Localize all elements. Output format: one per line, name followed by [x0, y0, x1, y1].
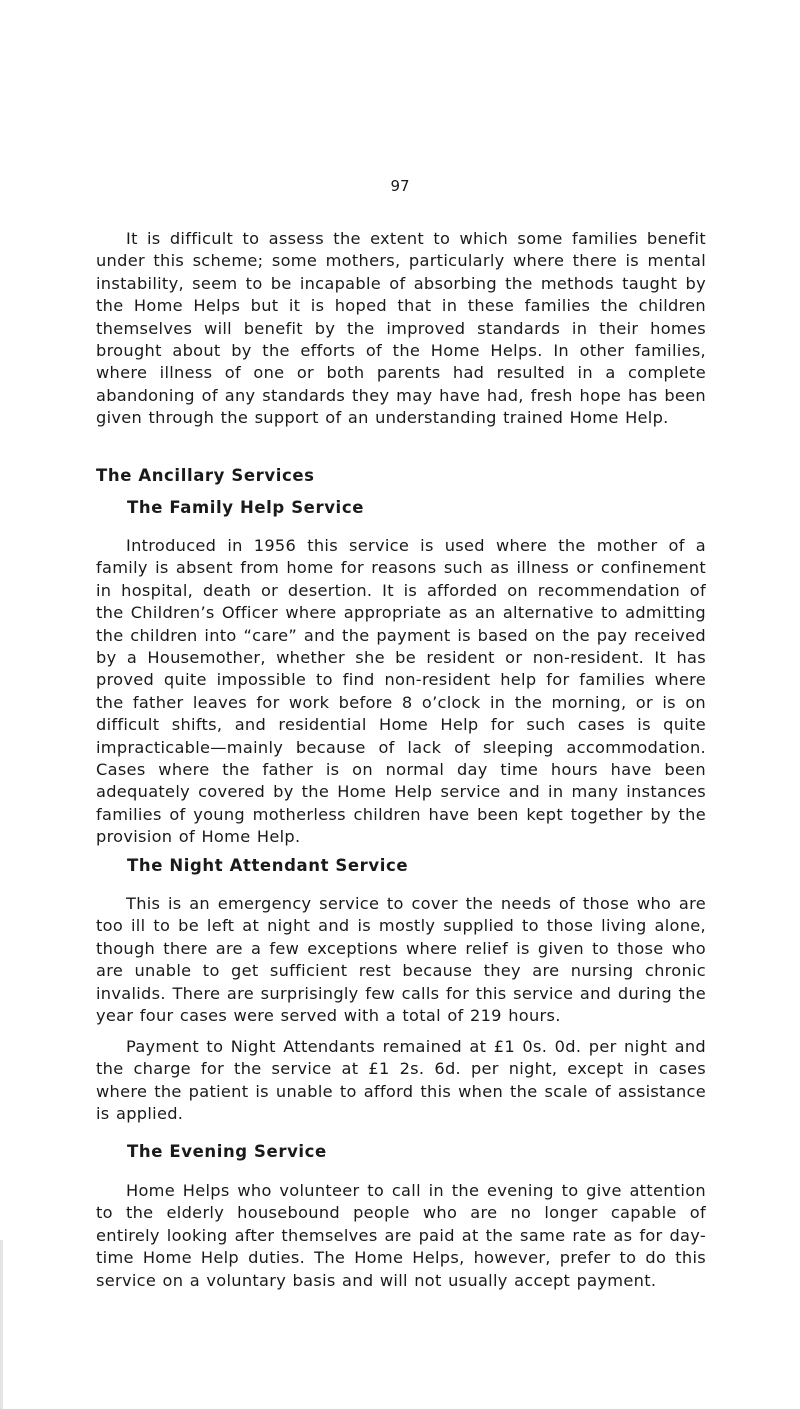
heading-family-help-service: The Family Help Service	[127, 498, 364, 517]
page-number: 97	[390, 177, 410, 195]
heading-night-attendant-service: The Night Attendant Service	[127, 856, 409, 875]
heading-evening-service: The Evening Service	[127, 1142, 327, 1161]
night-attendant-paragraph-1: This is an emergency service to cover the needs of those who are too ill to be left at night and is mostly supplied to those living alone, though there are a few exceptions where relief is given to those who are unable to get sufficient rest because they are nursing chronic invalids. There are surprisingly few calls for this service and during the year four cases were served with a total of 219 hours.	[96, 894, 706, 1026]
family-help-paragraph: Introduced in 1956 this service is used where the mother of a family is absent from home for reasons such as illness or confinement in hospital, death or desertion. It is afforded on recommendation of the Children’s Officer where appropriate as an alternative to admitting the children into “care” and the payment is based on the pay received by a Housemother, whether she be resident or non-resident. It has proved quite impossible to find non-resident help for families where the father leaves for work before 8 o’clock in the morning, or is on difficult shifts, and residential Home Help for such cases is quite impracticable—mainly because of lack of sleeping accommodation. Cases where the father is on normal day time hours have been adequately covered by the Home Help service and in many instances families of young motherless children have been kept together by the provision of Home Help.	[96, 536, 706, 847]
heading-ancillary-services: The Ancillary Services	[96, 466, 315, 485]
evening-paragraph: Home Helps who volunteer to call in the evening to give attention to the elderly housebound people who are no longer capable of entirely looking after themselves are paid at the same rate as for day-time Home Help duties. The Home Helps, however, prefer to do this service on a voluntary basis and will not usually accept payment.	[96, 1181, 706, 1290]
intro-paragraph: It is difficult to assess the extent to which some families benefit under this scheme; some mothers, particularly where there is mental instability, seem to be incapable of absorbing the methods taught by the Home Helps but it is hoped that in these families the children themselves will benefit by the improved standards in their homes brought about by the efforts of the Home Helps. In other families, where illness of one or both parents had resulted in a complete abandoning of any standards they may have had, fresh hope has been given through the support of an understanding trained Home Help.	[96, 229, 706, 428]
night-attendant-paragraph-2: Payment to Night Attendants remained at £1 0s. 0d. per night and the charge for the service at £1 2s. 6d. per night, except in cases where the patient is unable to afford this when the scale of assistance is applied.	[96, 1037, 706, 1124]
scan-edge-mark	[0, 1240, 3, 1409]
